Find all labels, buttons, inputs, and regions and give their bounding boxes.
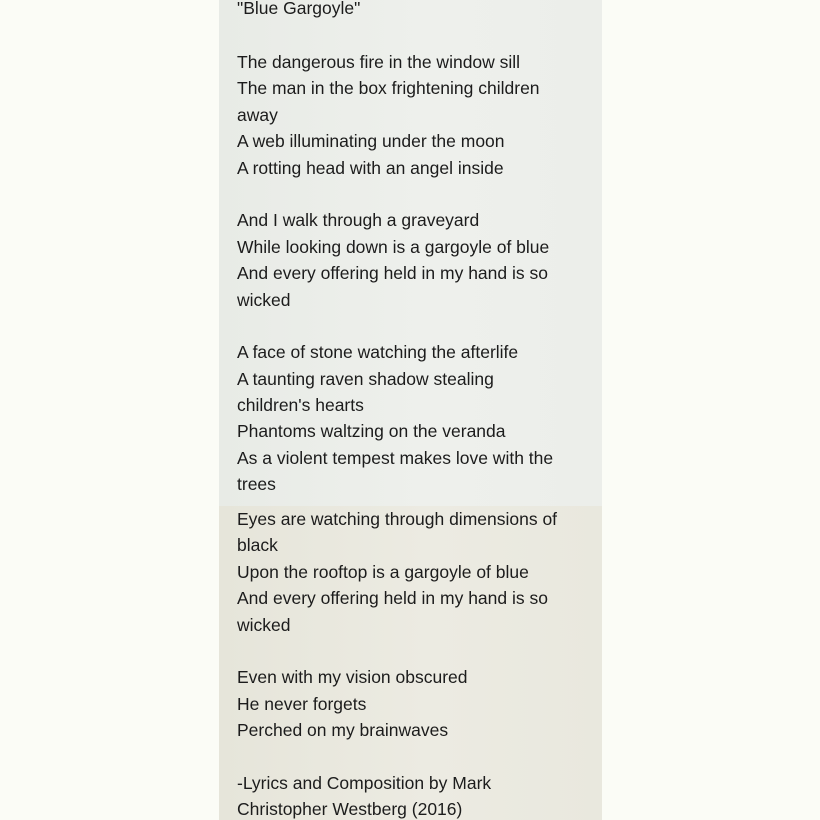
- poem-line: away: [237, 104, 278, 125]
- poem-line: wicked: [237, 614, 291, 635]
- credit-line: -Lyrics and Composition by Mark: [237, 772, 492, 793]
- poem-line: wicked: [237, 289, 291, 310]
- poem-line: The man in the box frightening children: [237, 78, 540, 99]
- poem-line: A face of stone watching the afterlife: [237, 342, 519, 363]
- lyrics-sheet: [219, 0, 602, 820]
- poem-line: Eyes are watching through dimensions of: [237, 509, 558, 529]
- stanza-break: [237, 313, 553, 339]
- poem-line: While looking down is a gargoyle of blue: [237, 236, 550, 257]
- stanza-break: [237, 181, 553, 207]
- poem-line: And every offering held in my hand is so: [237, 588, 548, 609]
- stanza-break: [237, 638, 557, 664]
- poem-title: "Blue Gargoyle": [237, 0, 361, 18]
- poem-line: children's hearts: [237, 395, 364, 416]
- poem-line: A web illuminating under the moon: [237, 131, 505, 152]
- poem-lower-block: [237, 506, 557, 820]
- poem-upper-block: [237, 49, 553, 498]
- poem-line: Phantoms waltzing on the veranda: [237, 421, 506, 442]
- poem-line: And every offering held in my hand is so: [237, 263, 548, 284]
- poem-line: He never forgets: [237, 693, 367, 714]
- poem-line: Even with my vision obscured: [237, 667, 468, 688]
- poem-line: The dangerous fire in the window sill: [237, 52, 521, 72]
- credit-line: Christopher Westberg (2016): [237, 799, 463, 820]
- poem-line: And I walk through a graveyard: [237, 210, 480, 231]
- poem-line: A rotting head with an angel inside: [237, 157, 504, 178]
- poem-line: As a violent tempest makes love with the: [237, 447, 554, 468]
- poem-line: black: [237, 535, 278, 556]
- poem-line: Perched on my brainwaves: [237, 720, 449, 741]
- stanza-break: [237, 744, 557, 770]
- poem-line: A taunting raven shadow stealing: [237, 368, 494, 389]
- poem-line: trees: [237, 474, 276, 495]
- poem-line: Upon the rooftop is a gargoyle of blue: [237, 561, 529, 582]
